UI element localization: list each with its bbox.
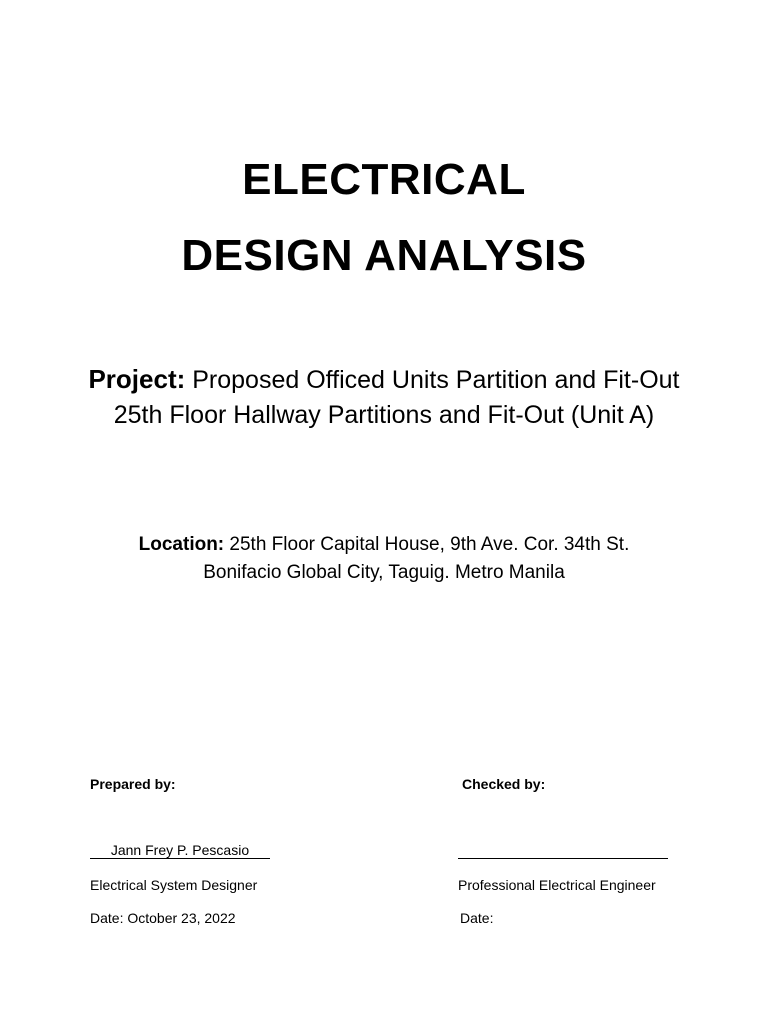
- project-block: [84, 362, 684, 433]
- preparer-name: Jann Frey P. Pescasio: [90, 842, 270, 859]
- project-label: Project:: [88, 364, 186, 394]
- document-title-line-1: ELECTRICAL: [242, 155, 526, 204]
- checker-role: Professional Electrical Engineer: [458, 877, 656, 893]
- location-label: Location:: [138, 534, 225, 555]
- prepared-by-label: Prepared by:: [90, 776, 176, 792]
- project-description: Proposed Officed Units Partition and Fit-Out 25th Floor Hallway Partitions and Fit-Out (Unit A): [113, 366, 680, 429]
- checked-by-label: Checked by:: [462, 776, 546, 792]
- location-block: [84, 531, 684, 587]
- preparer-role: Electrical System Designer: [90, 877, 258, 893]
- checker-date: Date:: [460, 910, 494, 926]
- checker-signature-line: [458, 842, 668, 859]
- location-address-line-2: Bonifacio Global City, Taguig. Metro Manila: [203, 562, 565, 583]
- document-title-line-2: DESIGN ANALYSIS: [181, 231, 587, 280]
- preparer-date: Date: October 23, 2022: [90, 910, 236, 926]
- location-address-line-1: 25th Floor Capital House, 9th Ave. Cor. 34th St.: [229, 534, 630, 555]
